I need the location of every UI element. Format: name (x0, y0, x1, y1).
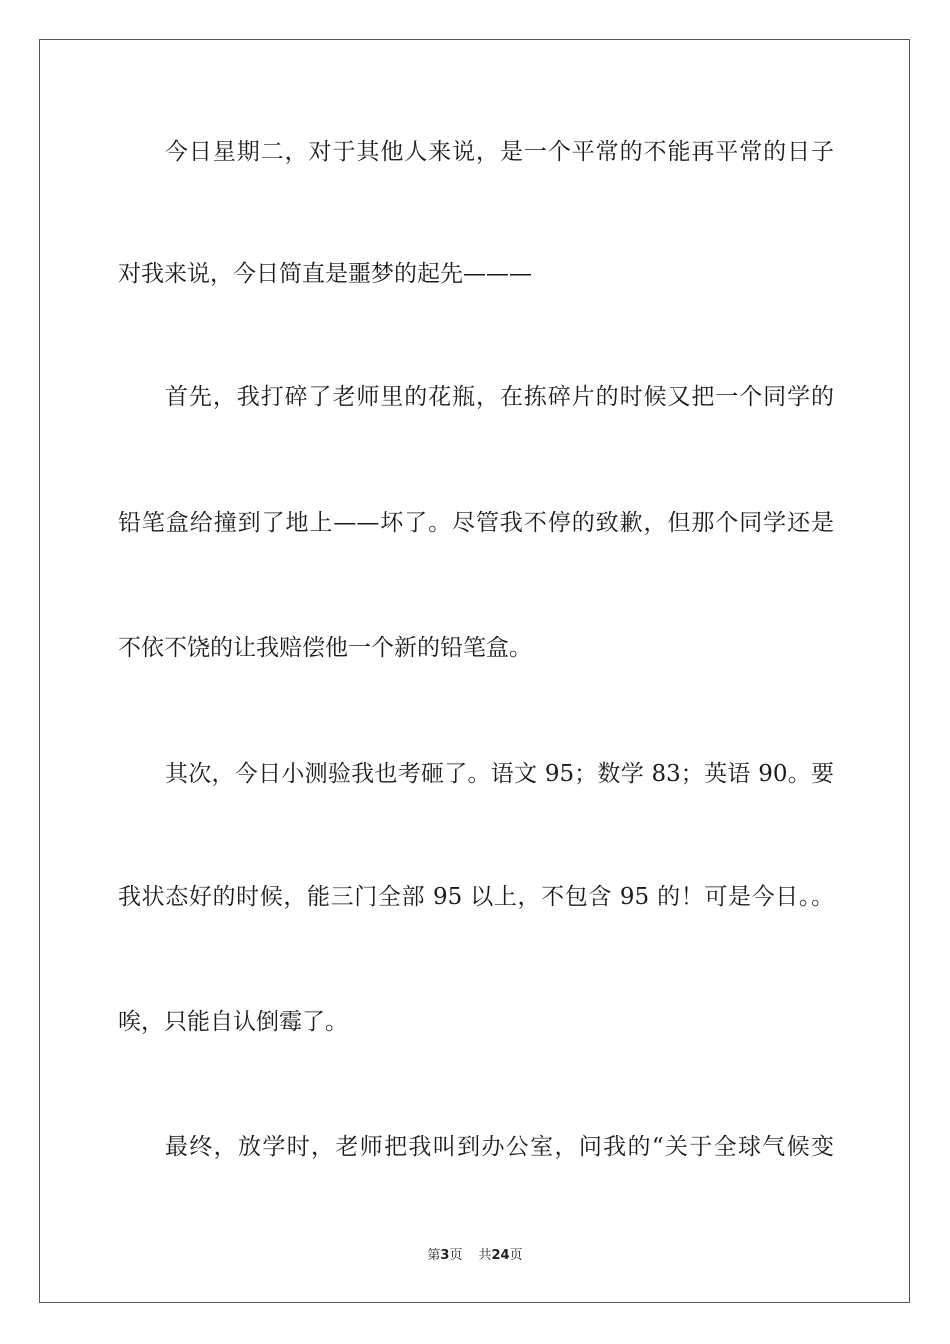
total-pages: 24 (491, 1248, 510, 1263)
paragraph-line-8: 唉，只能自认倒霉了。 (118, 1009, 348, 1035)
paragraph-line-9: 最终，放学时，老师把我叫到办公室，问我的“关于全球气候变 (165, 1134, 834, 1160)
total-prefix: 共 (478, 1248, 492, 1263)
page-prefix: 第 (427, 1248, 441, 1263)
paragraph-line-5: 不依不饶的让我赔偿他一个新的铅笔盒。 (118, 635, 532, 661)
paragraph-line-4: 铅笔盒给撞到了地上——坏了。尽管我不停的致歉，但那个同学还是 (118, 510, 834, 536)
paragraph-line-6: 其次，今日小测验我也考砸了。语文 95；数学 83；英语 90。要 (165, 761, 834, 787)
page-number: 3 (440, 1248, 450, 1263)
paragraph-line-1: 今日星期二，对于其他人来说，是一个平常的不能再平常的日子 (165, 139, 834, 165)
page-border (39, 39, 910, 1303)
total-suffix: 页 (509, 1248, 523, 1263)
paragraph-line-7: 我状态好的时候，能三门全部 95 以上，不包含 95 的！可是今日。。 (118, 884, 834, 910)
page-suffix: 页 (449, 1248, 463, 1263)
paragraph-line-2: 对我来说，今日简直是噩梦的起先——— (118, 261, 532, 287)
page-footer (0, 1247, 950, 1265)
paragraph-line-3: 首先，我打碎了老师里的花瓶，在拣碎片的时候又把一个同学的 (165, 384, 834, 410)
